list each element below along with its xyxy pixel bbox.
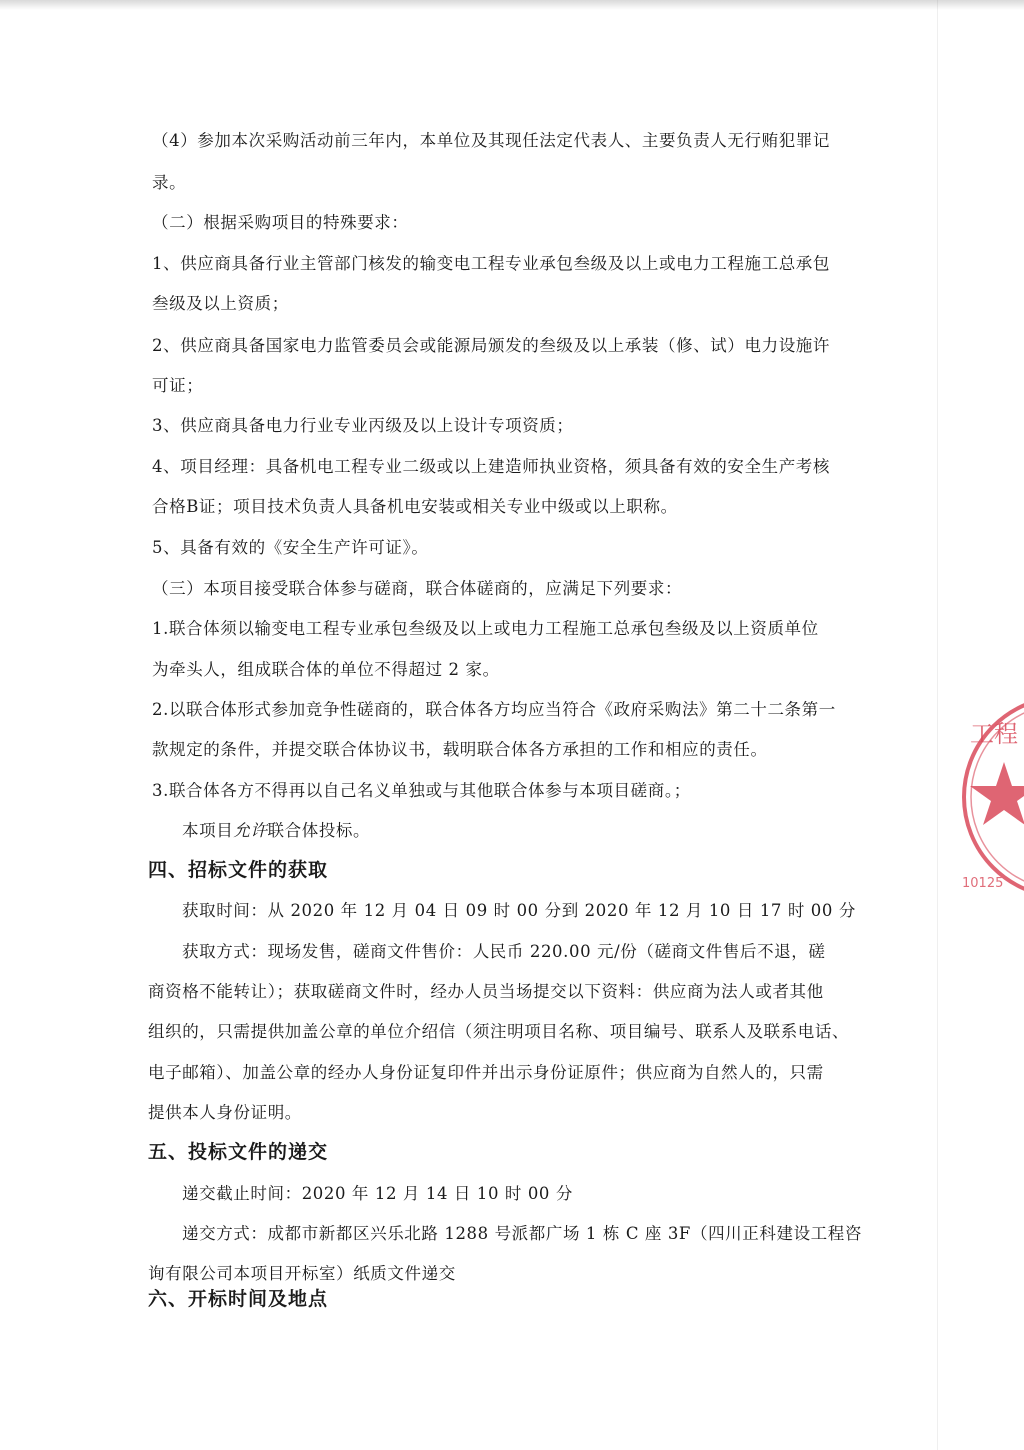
- official-seal-stamp: [952, 682, 1024, 912]
- heading-section-5: 五、投标文件的递交: [148, 1141, 329, 1163]
- requirement-4-line1: 4、项目经理：具备机电工程专业二级或以上建造师执业资格，须具备有效的安全生产考核: [152, 457, 830, 476]
- scan-top-edge: [0, 0, 1024, 10]
- acquisition-method-line5: 提供本人身份证明。: [148, 1103, 302, 1122]
- requirement-2-line2: 可证；: [152, 376, 204, 395]
- acquisition-time: 获取时间：从 2020 年 12 月 04 日 09 时 00 分到 2020 年 12 月 10 日 17 时 00 分: [182, 901, 856, 920]
- submission-method-line1: 递交方式：成都市新都区兴乐北路 1288 号派都广场 1 栋 C 座 3F（四川正科建设工程咨: [182, 1224, 862, 1243]
- joint-bid-suffix: 联合体投标。: [267, 821, 371, 840]
- requirement-4-line2: 合格B证；项目技术负责人具备机电安装或相关专业中级或以上职称。: [152, 497, 678, 516]
- seal-star-icon: [970, 762, 1024, 825]
- submission-deadline: 递交截止时间：2020 年 12 月 14 日 10 时 00 分: [182, 1184, 573, 1203]
- section-2-title: （二）根据采购项目的特殊要求：: [152, 213, 409, 232]
- seal-top-text: 工程: [970, 720, 1018, 748]
- joint-venture-2-line1: 2.以联合体形式参加竞争性磋商的，联合体各方均应当符合《政府采购法》第二十二条第一: [152, 700, 836, 719]
- clause-4-line2: 录。: [152, 173, 187, 192]
- joint-bid-allow-word: 允许: [233, 821, 268, 840]
- submission-method-line2: 询有限公司本项目开标室）纸质文件递交: [148, 1264, 456, 1283]
- joint-venture-1-line2: 为牵头人，组成联合体的单位不得超过 2 家。: [152, 660, 500, 679]
- acquisition-method-line2: 商资格不能转让）；获取磋商文件时，经办人员当场提交以下资料：供应商为法人或者其他: [148, 982, 824, 1001]
- heading-section-6: 六、开标时间及地点: [148, 1288, 329, 1310]
- joint-bid-prefix: 本项目: [182, 821, 234, 840]
- joint-venture-3: 3.联合体各方不得再以自己名义单独或与其他联合体参与本项目磋商。；: [152, 781, 691, 800]
- acquisition-method-line4: 电子邮箱）、加盖公章的经办人身份证复印件并出示身份证原件；供应商为自然人的，只需: [148, 1063, 824, 1082]
- requirement-1-line2: 叁级及以上资质；: [152, 294, 289, 313]
- requirement-1-line1: 1、供应商具备行业主管部门核发的输变电工程专业承包叁级及以上或电力工程施工总承包: [152, 254, 830, 273]
- acquisition-method-line1: 获取方式：现场发售，磋商文件售价：人民币 220.00 元/份（磋商文件售后不退，磋: [182, 942, 826, 961]
- page-fold-line: [937, 0, 938, 1450]
- section-3-title: （三）本项目接受联合体参与磋商，联合体磋商的，应满足下列要求：: [152, 579, 683, 598]
- requirement-5: 5、具备有效的《安全生产许可证》。: [152, 538, 429, 557]
- requirement-2-line1: 2、供应商具备国家电力监管委员会或能源局颁发的叁级及以上承装（修、试）电力设施许: [152, 336, 830, 355]
- heading-section-4: 四、招标文件的获取: [148, 859, 329, 881]
- joint-bid-allowed: [182, 820, 370, 842]
- clause-4-line1: （4）参加本次采购活动前三年内，本单位及其现任法定代表人、主要负责人无行贿犯罪记: [152, 131, 830, 150]
- seal-bottom-number: 10125: [962, 876, 1004, 891]
- joint-venture-1-line1: 1.联合体须以输变电工程专业承包叁级及以上或电力工程施工总承包叁级及以上资质单位: [152, 619, 819, 638]
- joint-venture-2-line2: 款规定的条件，并提交联合体协议书，载明联合体各方承担的工作和相应的责任。: [152, 740, 768, 759]
- acquisition-method-line3: 组织的，只需提供加盖公章的单位介绍信（须注明项目名称、项目编号、联系人及联系电话、: [148, 1022, 850, 1041]
- requirement-3: 3、供应商具备电力行业专业丙级及以上设计专项资质；: [152, 416, 574, 435]
